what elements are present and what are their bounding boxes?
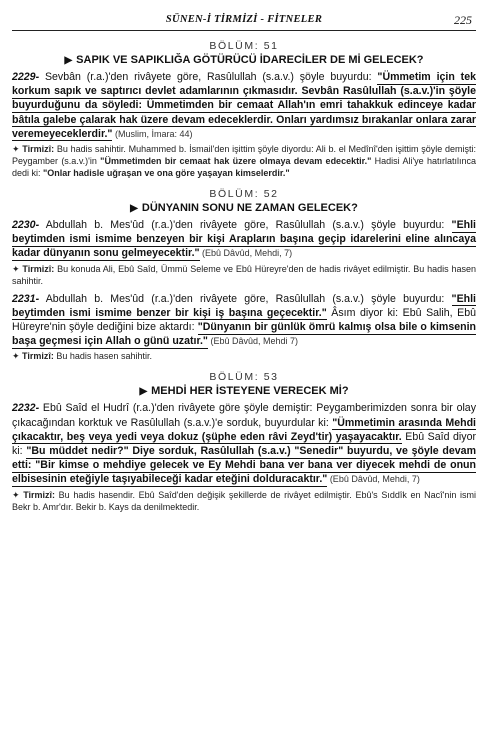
section-number: BÖLÜM: 52 — [209, 188, 279, 201]
section-heading — [12, 53, 476, 68]
tirmizi-note — [12, 489, 476, 513]
note-quote: "Ümmetimden bir cemaat hak üzere olmaya devam edecektir." — [100, 156, 372, 167]
section-heading-text: MEHDİ HER İSTEYENE VERECEK Mİ? — [151, 385, 349, 398]
tirmizi-note — [12, 143, 476, 179]
hadith-quote-2: "Dünyanın bir günlük ömrü kalmış olsa bile o kimsenin başa geçmesi için Allah o günü uzatır." — [12, 321, 476, 348]
note-label: Tirmizî: — [22, 263, 55, 274]
note-bullet-icon: ✦ — [12, 263, 23, 274]
page-content — [12, 40, 476, 513]
note-bullet-icon: ✦ — [12, 144, 23, 155]
tirmizi-note — [12, 350, 476, 362]
note-label: Tirmizî: — [22, 351, 54, 362]
section-heading — [12, 201, 476, 216]
hadith-paragraph — [12, 401, 476, 486]
note-label: Tirmizî: — [23, 489, 56, 500]
section-number: BÖLÜM: 53 — [209, 371, 279, 384]
tirmizi-note — [12, 263, 476, 287]
arrow-icon: ▶ — [139, 386, 148, 398]
hadith-intro: Abdullah b. Mes'ûd (r.a.)'den rivâyete göre, Rasûlullah (s.a.v.) şöyle buyurdu: — [39, 219, 452, 232]
section-heading — [12, 384, 476, 399]
running-header — [12, 14, 476, 31]
hadith-source: (Muslim, İmara: 44) — [112, 128, 193, 139]
header-title: SÜNEN-İ TİRMİZİ - FİTNELER — [165, 14, 323, 25]
hadith-paragraph — [12, 70, 476, 141]
note-quote-2: "Onlar hadisle uğraşan ve ona göre yaşayan kimselerdir." — [43, 168, 290, 179]
hadith-number: 2230- — [12, 219, 40, 232]
section-heading-text: SAPIK VE SAPIKLIĞA GÖTÜRÜCÜ İDARECİLER DE Mİ GELECEK? — [76, 54, 424, 66]
section-number: BÖLÜM: 51 — [209, 40, 279, 52]
note-bullet-icon: ✦ — [12, 489, 24, 500]
note-text: Bu hadis hasendir. Ebû Saîd'den değişik şekillerde de rivâyet edilmiştir. Ebû's Sıddîk en Nacî'nin ismi Bekr b. Amr'dır. Bekir b. Kays da denilmektedir. — [12, 489, 476, 512]
page-number: 225 — [454, 13, 472, 27]
hadith-intro: Abdullah b. Mes'ûd (r.a.)'den rivâyete göre, Rasûlullah (s.a.v.) şöyle buyurdu: — [39, 292, 452, 305]
note-label: Tirmizî: — [22, 144, 55, 155]
hadith-quote: "Ümmetim için tek korkum sapık ve saptırıcı devlet adamlarının çıkmasıdır. Sevbân Rasûlullah (s.a.v.)'in şöyle buyurduğunu da söyledi: Ümmetimden bir cemaat Allah'ın emri tahakkuk edinceye kadar bâtıla galebe çalarak hak üzere devam edeceklerdir. Onları yardımsız bırakanlar onlara zarar veremeyeceklerdir." — [12, 71, 476, 140]
hadith-source: (Ebû Dâvûd, Mehdi 7) — [207, 336, 298, 347]
arrow-icon: ▶ — [130, 203, 138, 215]
hadith-intro: Sevbân (r.a.)'den rivâyete göre, Rasûlullah (s.a.v.) şöyle buyurdu: — [39, 71, 378, 83]
note-middle: Hadisi Ali'ye hatırlatılınca dedi ki: — [12, 156, 476, 179]
hadith-quote: "Ehli beytimden ismi ismime benzer bir kişi iş başına geçecektir." — [12, 292, 476, 319]
hadith-quote: "Ümmetimin arasında Mehdi çıkacaktır, beş veya yedi veya dokuz (şüphe eden râvi Zeyd'tir) yaşayacaktır. — [12, 416, 476, 443]
note-bullet-icon: ✦ — [12, 351, 23, 362]
section-heading-text: DÜNYANIN SONU NE ZAMAN GELECEK? — [141, 202, 358, 215]
hadith-quote-2: "Bu müddet nedir?" Diye sorduk, Rasûlullah (s.a.v.) "Senedir" buyurdu, ve şöyle devam etti: "Bir kimse o mehdiye gelecek ve Ey Mehdi bana ver bana ver diyecek mehdi de onun elbisesinin eteğiyle taşıyabileceği kadar eteğini dolduracaktır." — [12, 445, 476, 486]
hadith-middle: Âsım diyor ki: Ebû Salih, Ebû Hüreyre'nin şöyle dediğini bize aktardı: — [12, 306, 476, 334]
hadith-paragraph — [12, 292, 476, 349]
hadith-middle: Ebû Saîd diyor ki: — [12, 430, 476, 458]
hadith-number: 2231- — [12, 292, 40, 305]
hadith-source: (Ebû Dâvûd, Mehdi, 7) — [199, 248, 293, 259]
hadith-number: 2232- — [12, 402, 40, 415]
note-text: Bu konuda Ali, Ebû Saîd, Ümmü Seleme ve Ebû Hüreyre'den de hadis rivâyet edilmiştir. Bu hadis hasen sahihtir. — [12, 263, 476, 286]
hadith-intro: Ebû Saîd el Hudrî (r.a.)'den rivâyete göre şöyle demiştir: Peygamberimizden sonra bir olay çıkacağından korktuk ve Rasûlullah (s.a.v.)'e sorduk, buyurdular ki: — [12, 402, 476, 429]
hadith-number: 2229- — [12, 71, 40, 83]
hadith-paragraph — [12, 218, 476, 261]
hadith-quote: "Ehli beytimden ismi ismime benzeyen bir kişi Arapların başına geçip idarelerini eline alıncaya kadar dünyanın sonu gelmeyecektir." — [12, 219, 476, 260]
arrow-icon: ▶ — [64, 55, 73, 66]
note-text: Bu hadis sahihtir. Muhammed b. İsmail'den işittim şöyle diyordu: Ali b. el Medînî'den işittim şöyle demişti: Peygamber (s.a.v.)'in — [12, 144, 476, 167]
hadith-source: (Ebû Dâvûd, Mehdi, 7) — [327, 474, 420, 485]
note-text: Bu hadis hasen sahihtir. — [53, 351, 152, 362]
